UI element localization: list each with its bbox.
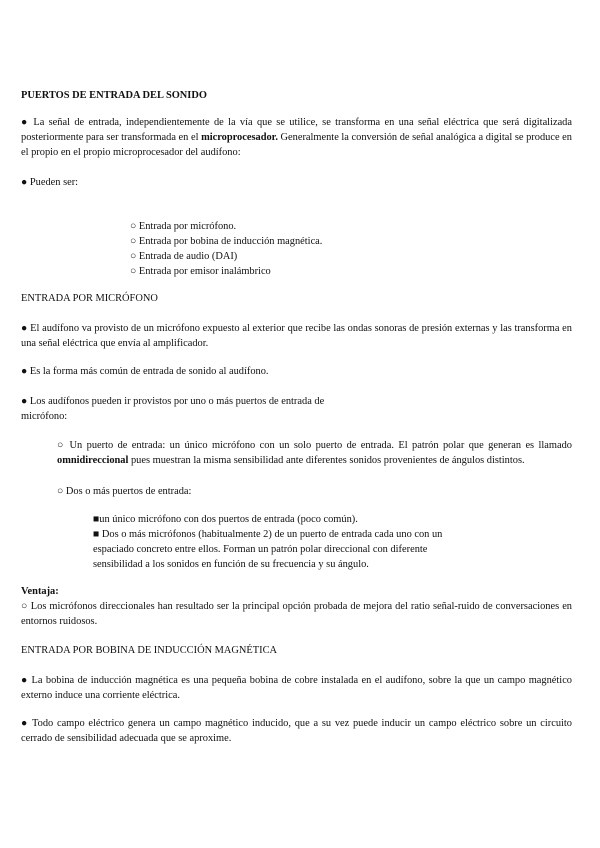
list-item: ■un único micrófono con dos puertos de entrada (poco común).	[93, 514, 358, 525]
circle-bullet-icon: ○	[57, 440, 66, 451]
circle-bullet-icon: ○	[57, 486, 64, 497]
list-item: ○ Entrada por micrófono.	[130, 221, 237, 232]
list-item: ○ Entrada de audio (DAI)	[130, 251, 238, 262]
list-item: ■ Dos o más micrófonos (habitualmente 2) de un puerto de entrada cada uno con un	[93, 529, 443, 540]
advantage-label: Ventaja:	[21, 586, 59, 597]
bullet-icon: ●	[21, 177, 28, 188]
intro-paragraph: ● La señal de entrada, independientemente de la vía que se utilice, se transforma en una señal eléctrica que será digitalizada posteriormente para ser transformada en el microprocesador. Generalmente la conversión de señal analógica a digital se produce en el propio en el propio microprocesador del audífono:	[21, 117, 572, 158]
microfono-paragraph-2: ● Es la forma más común de entrada de sonido al audífono.	[21, 366, 269, 377]
square-bullet-icon: ■	[93, 514, 100, 525]
section-heading-microfono: ENTRADA POR MICRÓFONO	[21, 293, 158, 304]
bullet-icon: ●	[21, 117, 30, 128]
one-port-paragraph: ○ Un puerto de entrada: un único micrófono con un solo puerto de entrada. El patrón polar que generan es llamado omnidireccional pues muestran la misma sensibilidad ante diferentes sonidos provenientes de ángulos distintos.	[57, 440, 572, 466]
list-item: ○ Entrada por bobina de inducción magnética.	[130, 236, 323, 247]
advantage-paragraph: ○ Los micrófonos direccionales han resultado ser la principal opción probada de mejora del ratio señal-ruido de conversaciones en entornos ruidosos.	[21, 601, 572, 627]
microfono-paragraph-3: ● Los audífonos pueden ir provistos por uno o más puertos de entrada de micrófono:	[21, 396, 325, 422]
circle-bullet-icon: ○	[130, 251, 137, 262]
bullet-icon: ●	[21, 396, 28, 407]
bullet-icon: ●	[21, 675, 29, 686]
pueden-ser-line: ● Pueden ser:	[21, 177, 79, 188]
multi-port-details: ■un único micrófono con dos puertos de entrada (poco común). ■ Dos o más micrófonos (habitualmente 2) de un puerto de entrada cada uno con un espaciado concreto entre ellos. Forman un patrón polar direccional con diferente sensibilidad a los sonidos en función de su frecuencia y su ángulo.	[93, 514, 443, 570]
bullet-icon: ●	[21, 323, 28, 334]
bullet-icon: ●	[21, 718, 29, 729]
circle-bullet-icon: ○	[130, 221, 137, 232]
list-item: ○ Entrada por emisor inalámbrico	[130, 266, 271, 277]
circle-bullet-icon: ○	[21, 601, 28, 612]
section-heading-bobina: ENTRADA POR BOBINA DE INDUCCIÓN MAGNÉTICA	[21, 645, 278, 656]
circle-bullet-icon: ○	[130, 266, 137, 277]
microfono-paragraph-1: ● El audífono va provisto de un micrófono expuesto al exterior que recibe las ondas sonoras de presión externas y las transforma en una señal eléctrica que envía al amplificador.	[21, 323, 572, 349]
circle-bullet-icon: ○	[130, 236, 137, 247]
multi-port-line: ○ Dos o más puertos de entrada:	[57, 486, 192, 497]
input-types-list	[130, 219, 322, 279]
bobina-paragraph-1: ● La bobina de inducción magnética es una pequeña bobina de cobre instalada en el audífono, sobre la que un campo magnético externo induce una corriente eléctrica.	[21, 675, 572, 701]
square-bullet-icon: ■	[93, 529, 100, 540]
page-title: PUERTOS DE ENTRADA DEL SONIDO	[21, 90, 207, 101]
bobina-paragraph-2: ● Todo campo eléctrico genera un campo magnético inducido, que a su vez puede inducir un campo eléctrico sobre un circuito cerrado de sensibilidad adecuada que se aproxime.	[21, 718, 572, 744]
bullet-icon: ●	[21, 366, 28, 377]
